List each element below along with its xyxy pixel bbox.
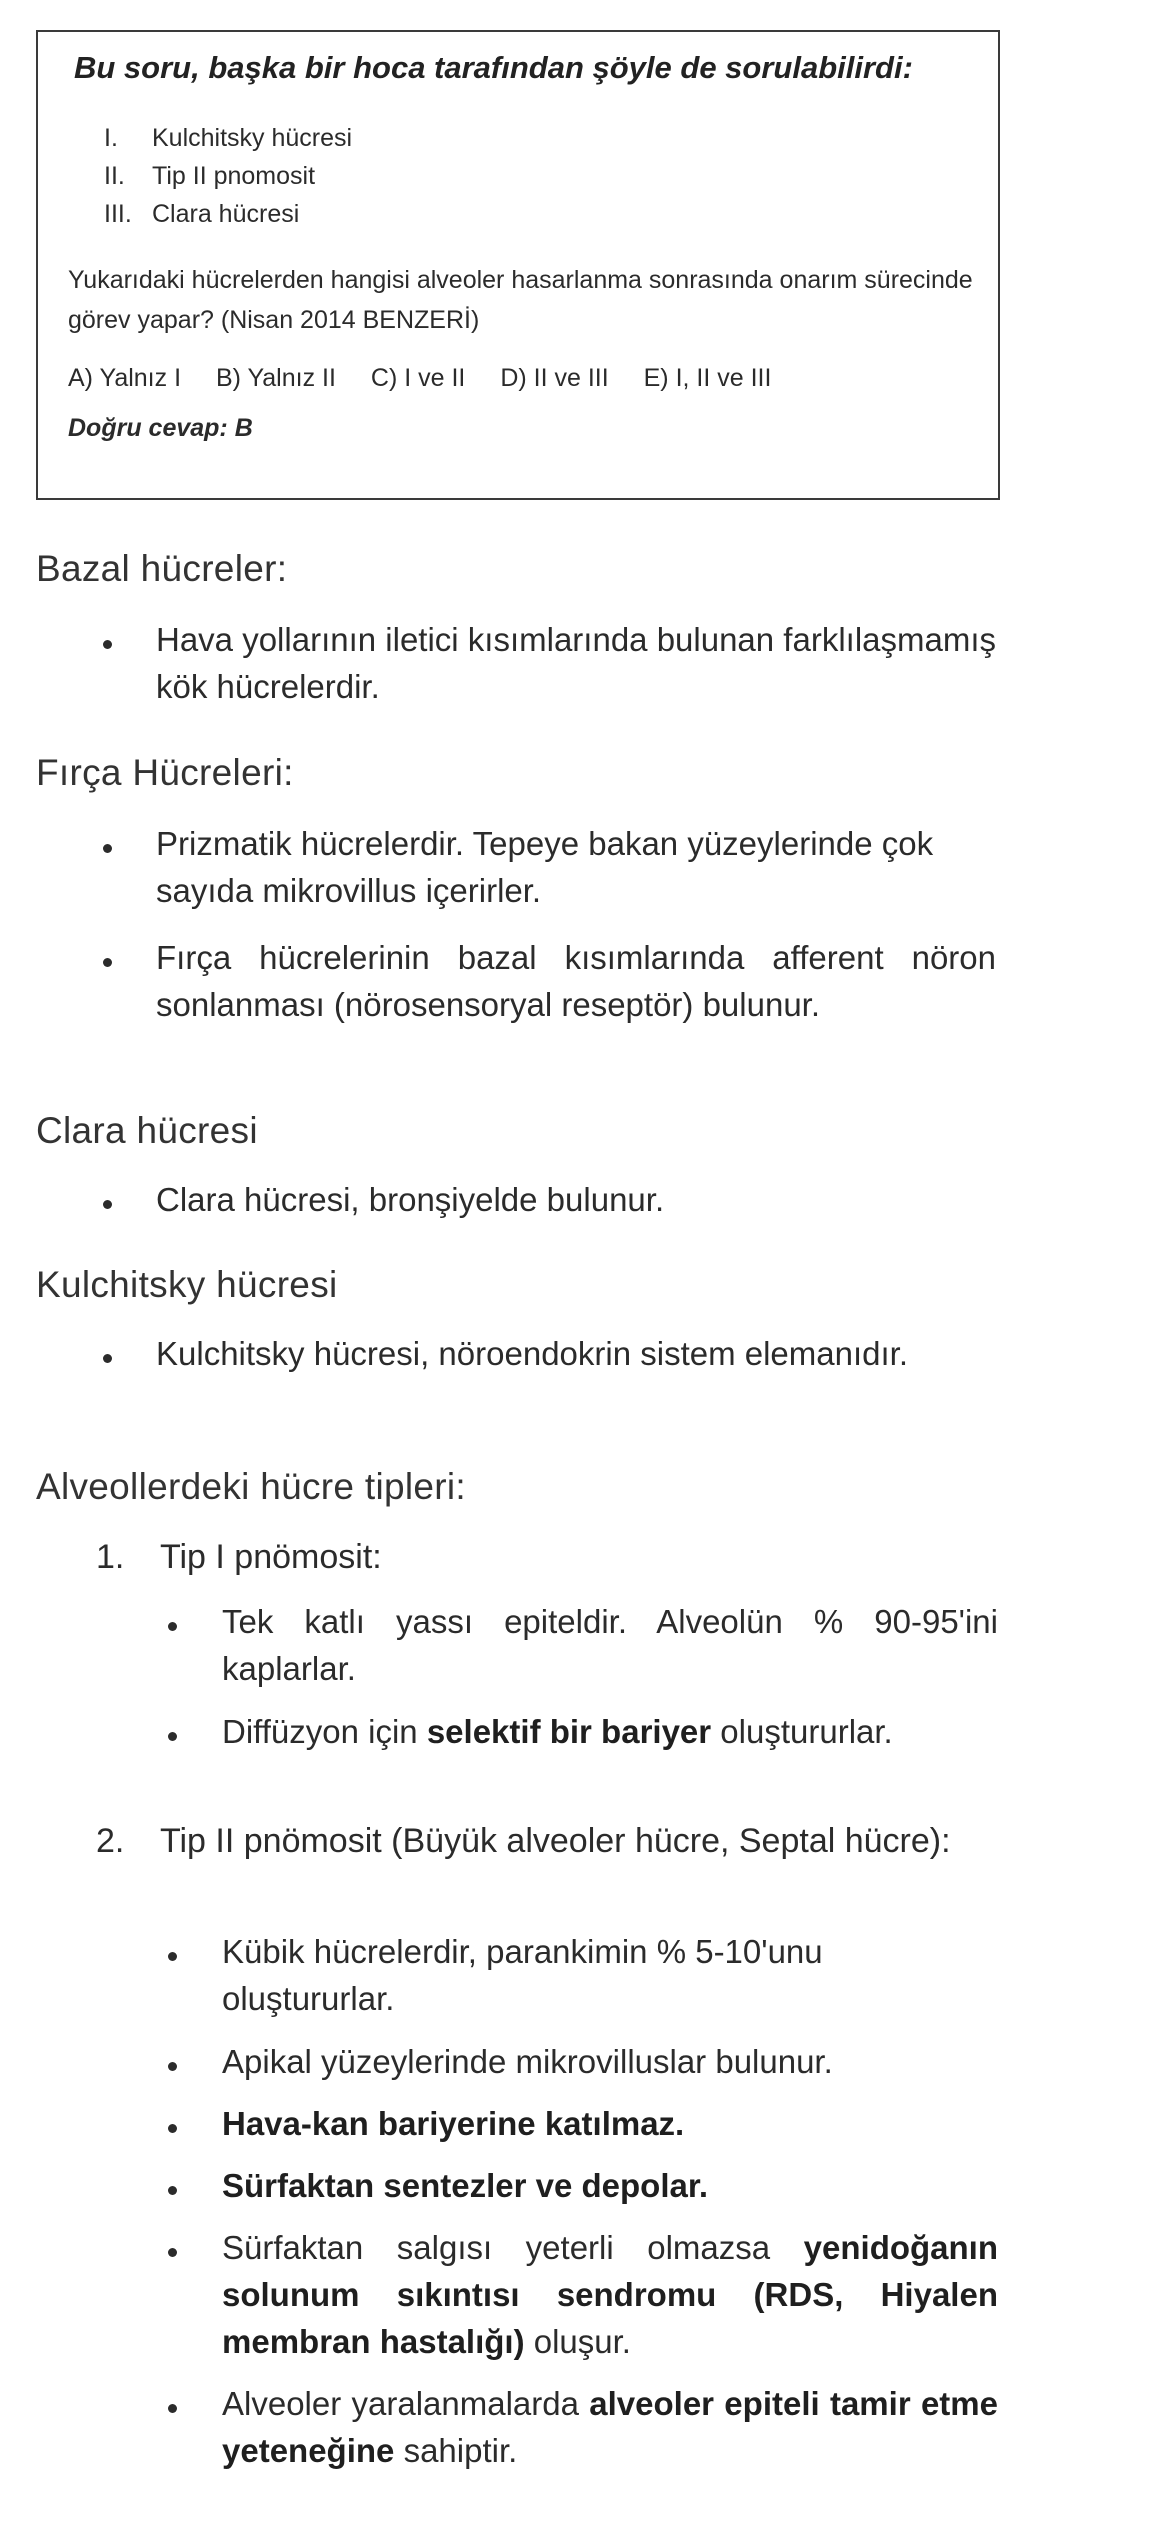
roman-item-text: Kulchitsky hücresi bbox=[152, 124, 353, 152]
bullet-icon bbox=[168, 1732, 177, 1741]
bullet-icon bbox=[103, 1200, 112, 1209]
text-run: oluşur. bbox=[524, 2323, 631, 2360]
roman-item bbox=[104, 162, 315, 191]
bold-text: Sürfaktan sentezler ve depolar. bbox=[222, 2167, 709, 2204]
bullet-icon bbox=[103, 640, 112, 649]
bullet-icon bbox=[103, 958, 112, 967]
item-title: Tip I pnömosit: bbox=[160, 1538, 382, 1576]
heading-clara: Clara hücresi bbox=[36, 1110, 258, 1151]
bullet-icon bbox=[168, 2062, 177, 2071]
text-run: Alveoler yaralanmalarda bbox=[222, 2385, 590, 2422]
item-title: Tip II pnömosit (Büyük alveoler hücre, Septal hücre): bbox=[160, 1822, 951, 1860]
option-c: C) I ve II bbox=[370, 364, 466, 392]
roman-item bbox=[104, 200, 299, 229]
bullet-text bbox=[222, 2380, 998, 2474]
option-d: D) II ve III bbox=[500, 364, 609, 392]
question-box bbox=[36, 30, 1000, 500]
bullet-icon bbox=[168, 2124, 177, 2133]
bullet-text: Apikal yüzeylerinde mikrovilluslar bulunur. bbox=[222, 2043, 833, 2080]
text-run: Sürfaktan salgısı yeterli olmazsa bbox=[222, 2229, 804, 2266]
question-box-title: Bu soru, başka bir hoca tarafından şöyle de sorulabilirdi: bbox=[74, 50, 913, 85]
heading-kulchitsky: Kulchitsky hücresi bbox=[36, 1264, 338, 1305]
correct-answer: Doğru cevap: B bbox=[68, 414, 253, 442]
roman-numeral: I. bbox=[104, 124, 118, 152]
roman-item-text: Clara hücresi bbox=[152, 200, 300, 228]
bullet-text: Tek katlı yassı epiteldir. Alveolün % 90-95'ini kaplarlar. bbox=[222, 1603, 998, 1687]
option-b: B) Yalnız II bbox=[215, 364, 336, 392]
item-number: 1. bbox=[96, 1538, 125, 1576]
bullet-icon bbox=[168, 2248, 177, 2257]
roman-numeral: III. bbox=[104, 200, 132, 228]
option-e: E) I, II ve III bbox=[643, 364, 772, 392]
bold-text: selektif bir bariyer bbox=[426, 1713, 712, 1750]
bullet-text: Clara hücresi, bronşiyelde bulunur. bbox=[156, 1181, 665, 1218]
roman-numeral: II. bbox=[104, 162, 125, 190]
bullet-text bbox=[222, 2100, 998, 2147]
bullet-text: Prizmatik hücrelerdir. Tepeye bakan yüzeylerinde çok sayıda mikrovillus içerirler. bbox=[156, 825, 934, 909]
answer-options bbox=[68, 364, 799, 393]
heading-alveol: Alveollerdeki hücre tipleri: bbox=[36, 1466, 466, 1507]
bold-text: Hava-kan bariyerine katılmaz. bbox=[222, 2105, 685, 2142]
roman-item-text: Tip II pnomosit bbox=[152, 162, 316, 190]
question-text: Yukarıdaki hücrelerden hangisi alveoler hasarlanma sonrasında onarım sürecinde görev yapar? (Nisan 2014 BENZERİ) bbox=[68, 266, 973, 334]
text-run: sahiptir. bbox=[394, 2432, 518, 2469]
option-a: A) Yalnız I bbox=[68, 364, 182, 392]
item-number: 2. bbox=[96, 1822, 125, 1860]
text-run: Diffüzyon için bbox=[222, 1713, 427, 1750]
bullet-text bbox=[222, 2162, 998, 2209]
bullet-icon bbox=[168, 2404, 177, 2413]
bullet-text bbox=[222, 2224, 998, 2365]
bullet-icon bbox=[168, 1622, 177, 1631]
text-run: oluştururlar. bbox=[711, 1713, 893, 1750]
bold-text: alveoler epiteli tamir etme yeteneğine bbox=[222, 2385, 998, 2469]
numbered-item bbox=[96, 1818, 156, 1865]
bullet-text: Kulchitsky hücresi, nöroendokrin sistem elemanıdır. bbox=[156, 1335, 909, 1372]
bullet-icon bbox=[168, 2186, 177, 2195]
heading-firca: Fırça Hücreleri: bbox=[36, 752, 294, 793]
bullet-icon bbox=[103, 1354, 112, 1363]
bullet-text: Hava yollarının iletici kısımlarında bulunan farklılaşmamış kök hücrelerdir. bbox=[156, 621, 997, 705]
heading-bazal: Bazal hücreler: bbox=[36, 548, 288, 589]
bullet-icon bbox=[103, 844, 112, 853]
roman-item bbox=[104, 124, 352, 153]
bullet-text: Kübik hücrelerdir, parankimin % 5-10'unu oluştururlar. bbox=[222, 1933, 823, 2017]
bullet-text: Fırça hücrelerinin bazal kısımlarında afferent nöron sonlanması (nörosensoryal reseptör) bulunur. bbox=[156, 939, 996, 1023]
bold-text: yenidoğanın solunum sıkıntısı sendromu (RDS, Hiyalen membran hastalığı) bbox=[222, 2229, 998, 2360]
bullet-text bbox=[222, 1708, 998, 1755]
numbered-item bbox=[96, 1534, 156, 1581]
bullet-icon bbox=[168, 1952, 177, 1961]
